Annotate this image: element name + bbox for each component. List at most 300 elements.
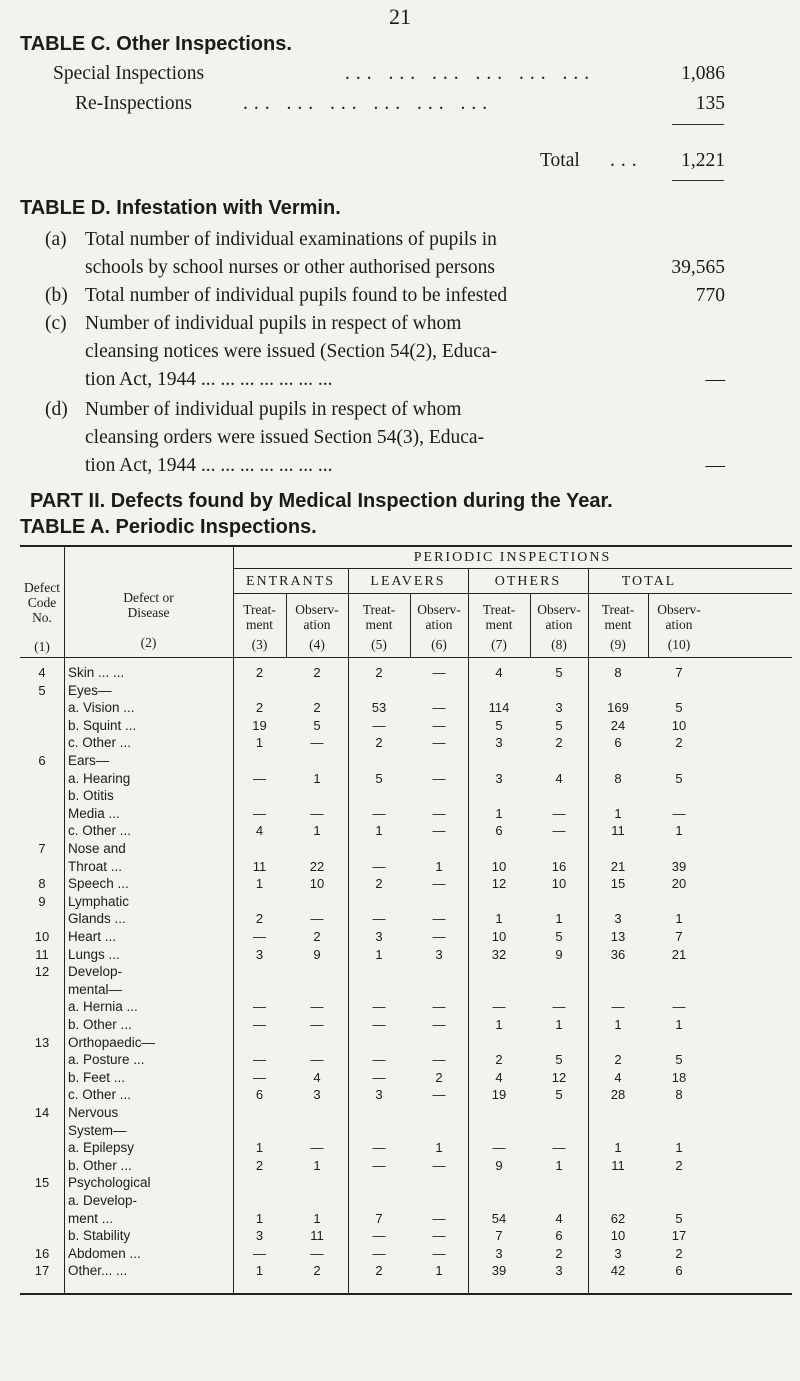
defect-label: Glands ... xyxy=(68,911,126,927)
data-cell: 2 xyxy=(495,1052,503,1068)
data-cell: — xyxy=(432,1210,446,1226)
group-header: ENTRANTS xyxy=(245,574,336,589)
defect-code: 7 xyxy=(38,841,46,856)
data-cell: — xyxy=(310,1017,324,1032)
defect-code: 9 xyxy=(38,893,46,909)
item-text-line: schools by school nurses or other authorised persons xyxy=(85,257,495,278)
table-c-total-label: Total xyxy=(540,150,580,171)
defect-label: b. Feet ... xyxy=(68,1069,126,1085)
data-cell: 1 xyxy=(313,1157,321,1173)
leader-dots: ... ... ... ... ... ... xyxy=(243,93,494,114)
data-cell: — xyxy=(372,911,386,927)
data-cell: 4 xyxy=(555,770,563,786)
data-cell: 12 xyxy=(491,876,507,892)
table-top-rule xyxy=(20,545,792,547)
data-cell: 7 xyxy=(495,1228,503,1244)
data-cell: 13 xyxy=(610,929,626,944)
data-cell: 10 xyxy=(610,1228,626,1244)
data-cell: 4 xyxy=(495,665,503,680)
defect-label: b. Squint ... xyxy=(68,717,137,733)
data-cell: 5 xyxy=(495,717,503,733)
item-text-line: tion Act, 1944 ... ... ... ... ... ... ... xyxy=(85,369,333,390)
data-cell: — xyxy=(310,1140,324,1156)
data-cell: — xyxy=(310,1245,324,1261)
item-text-line: Total number of individual pupils found to be infested xyxy=(85,285,508,306)
defect-code: 6 xyxy=(38,753,46,768)
defect-label: a. Vision ... xyxy=(68,700,135,716)
table-c-special-value: 1,086 xyxy=(681,63,725,84)
data-cell: 3 xyxy=(614,1245,622,1261)
sub-header: ation xyxy=(665,617,693,632)
col2-header: Defect or xyxy=(123,590,174,605)
data-cell: 2 xyxy=(313,665,321,680)
data-cell: 8 xyxy=(675,1087,683,1103)
data-cell: — xyxy=(372,1140,386,1156)
defect-label: b. Other ... xyxy=(68,1017,132,1032)
defect-label: Throat ... xyxy=(68,858,123,874)
data-cell: 2 xyxy=(675,1157,683,1173)
defect-label: c. Other ... xyxy=(68,735,132,751)
data-cell: 17 xyxy=(671,1228,687,1244)
item-mark: (c) xyxy=(45,313,67,334)
data-cell: 5 xyxy=(675,700,683,716)
data-cell: 42 xyxy=(610,1263,626,1279)
data-cell: — xyxy=(432,1157,446,1173)
defect-label: a. Epilepsy xyxy=(68,1140,135,1156)
data-cell: 12 xyxy=(551,1069,567,1085)
data-cell: — xyxy=(432,805,446,821)
col2-header: Disease xyxy=(127,605,170,620)
data-cell: 4 xyxy=(555,1210,563,1226)
sub-header: Observ- xyxy=(417,602,461,617)
leader-dots: ... ... ... ... ... ... xyxy=(345,63,596,84)
data-cell: 2 xyxy=(255,1157,264,1173)
data-cell: 3 xyxy=(555,1263,563,1279)
data-cell: 3 xyxy=(255,946,264,962)
data-cell: 1 xyxy=(495,1017,503,1032)
data-cell: — xyxy=(432,665,446,680)
data-cell: 2 xyxy=(614,1052,622,1068)
data-cell: 5 xyxy=(555,1052,563,1068)
data-cell: 2 xyxy=(435,1069,443,1085)
defect-label: a. Posture ... xyxy=(68,1052,145,1068)
data-cell: 2 xyxy=(555,735,563,751)
sub-header: Observ- xyxy=(295,602,339,617)
data-cell: 5 xyxy=(313,717,321,733)
sub-header: (9) xyxy=(610,637,626,652)
item-text-line: Number of individual pupils in respect of whom xyxy=(85,399,462,420)
data-cell: — xyxy=(432,1017,446,1032)
data-cell: 10 xyxy=(309,876,325,892)
data-cell: 5 xyxy=(375,770,383,786)
data-cell: 15 xyxy=(610,876,626,892)
data-cell: 32 xyxy=(491,946,507,962)
page-number: 21 xyxy=(389,4,411,29)
data-cell: — xyxy=(432,735,446,751)
table-c-reinspections-value: 135 xyxy=(695,93,725,114)
data-cell: 28 xyxy=(610,1087,626,1103)
data-cell: 1 xyxy=(614,1017,622,1032)
data-cell: 62 xyxy=(610,1210,626,1226)
defect-code: 16 xyxy=(34,1245,50,1261)
data-cell: 1 xyxy=(675,1140,683,1156)
data-cell: — xyxy=(310,911,324,927)
defect-code: 12 xyxy=(34,964,50,980)
defect-code: 15 xyxy=(34,1175,50,1191)
column-rule xyxy=(64,545,65,1295)
data-cell: — xyxy=(432,999,446,1015)
data-cell: — xyxy=(372,1052,386,1068)
data-cell: — xyxy=(253,770,266,786)
data-cell: 5 xyxy=(555,717,563,733)
data-cell: 4 xyxy=(495,1069,503,1085)
data-cell: 5 xyxy=(555,1087,563,1103)
data-cell: 2 xyxy=(555,1245,563,1261)
defect-label: Media ... xyxy=(68,805,120,821)
table-d-title: TABLE D. Infestation with Vermin. xyxy=(20,197,341,219)
defect-label: ment ... xyxy=(68,1210,114,1226)
data-cell: — xyxy=(253,1052,266,1068)
defect-label: Eyes— xyxy=(68,682,112,698)
data-cell: 10 xyxy=(551,876,567,892)
data-cell: 4 xyxy=(255,823,264,839)
data-cell: — xyxy=(253,805,266,821)
defect-code: 11 xyxy=(35,946,49,962)
defect-label: Nervous xyxy=(68,1105,119,1120)
group-header-rule xyxy=(233,593,792,594)
data-cell: — xyxy=(432,876,446,892)
data-cell: 2 xyxy=(375,876,383,892)
defect-label: Other... ... xyxy=(68,1263,128,1279)
item-text-line: cleansing notices were issued (Section 54(2), Educa- xyxy=(85,341,498,362)
sub-header: Treat- xyxy=(482,602,516,617)
data-cell: — xyxy=(432,1052,446,1068)
data-cell: 7 xyxy=(375,1210,383,1226)
data-cell: 2 xyxy=(313,929,321,944)
item-text-line: Number of individual pupils in respect of whom xyxy=(85,313,462,334)
data-cell: 16 xyxy=(551,858,567,874)
col1-header: Defect xyxy=(24,580,60,595)
data-cell: 1 xyxy=(495,911,503,927)
data-cell: 2 xyxy=(255,700,264,716)
data-cell: 1 xyxy=(255,735,264,751)
group-header: LEAVERS xyxy=(370,574,446,589)
data-cell: 9 xyxy=(495,1157,503,1173)
data-cell: — xyxy=(253,1245,266,1261)
item-mark: (d) xyxy=(45,399,68,420)
defect-code: 8 xyxy=(38,876,46,892)
defect-label: Lymphatic xyxy=(68,893,130,909)
data-cell: 6 xyxy=(614,735,622,751)
defect-label: b. Stability xyxy=(68,1228,131,1244)
data-cell: — xyxy=(310,805,324,821)
data-cell: 21 xyxy=(671,946,687,962)
data-cell: 54 xyxy=(491,1210,507,1226)
data-cell: 3 xyxy=(435,946,443,962)
data-cell: — xyxy=(432,823,446,839)
data-cell: — xyxy=(432,1245,446,1261)
data-cell: — xyxy=(552,823,566,839)
data-cell: — xyxy=(552,1140,566,1156)
data-cell: — xyxy=(552,805,566,821)
data-cell: 5 xyxy=(675,1052,683,1068)
table-c-row-special xyxy=(53,63,204,85)
data-cell: 19 xyxy=(491,1087,507,1103)
data-cell: 1 xyxy=(555,1017,563,1032)
data-cell: — xyxy=(372,717,386,733)
periodic-inspections-table xyxy=(20,545,792,1295)
group-header: OTHERS xyxy=(494,574,562,589)
table-d-c-value: — xyxy=(705,369,725,390)
data-cell: — xyxy=(492,1140,506,1156)
sub-header: ation xyxy=(303,617,331,632)
group-header: TOTAL xyxy=(621,574,677,589)
row-label: Special Inspections xyxy=(53,63,205,84)
data-cell: — xyxy=(372,805,386,821)
data-cell: 24 xyxy=(610,717,626,733)
defect-label: Heart ... xyxy=(68,929,117,944)
sub-header: (10) xyxy=(667,637,691,652)
defect-label: Speech ... xyxy=(68,876,129,892)
data-cell: — xyxy=(253,999,266,1015)
data-cell: — xyxy=(372,858,386,874)
data-cell: — xyxy=(372,999,386,1015)
data-cell: 1 xyxy=(255,1210,264,1226)
defect-code: 5 xyxy=(38,682,46,698)
data-cell: — xyxy=(372,1017,386,1032)
data-cell: 9 xyxy=(555,946,563,962)
defect-label: mental— xyxy=(68,981,123,997)
data-cell: 1 xyxy=(435,1263,443,1279)
table-d-d-value: — xyxy=(705,455,725,476)
data-cell: — xyxy=(672,805,686,821)
data-cell: 2 xyxy=(675,735,683,751)
data-cell: 36 xyxy=(610,946,626,962)
data-cell: 2 xyxy=(313,700,321,716)
data-cell: — xyxy=(372,1069,386,1085)
data-cell: 1 xyxy=(313,770,321,786)
defect-label: Abdomen ... xyxy=(68,1245,141,1261)
data-cell: 6 xyxy=(555,1228,563,1244)
data-cell: — xyxy=(492,999,506,1015)
sub-header: (3) xyxy=(251,637,268,652)
data-cell: 2 xyxy=(375,1263,383,1279)
data-cell: 2 xyxy=(255,911,264,927)
col2-header: (2) xyxy=(140,635,157,650)
col1-header: Code xyxy=(27,595,57,610)
data-cell: — xyxy=(552,999,566,1015)
data-cell: 39 xyxy=(491,1263,507,1279)
data-cell: 2 xyxy=(675,1245,683,1261)
table-bottom-rule xyxy=(20,1293,792,1295)
sub-header: (6) xyxy=(431,637,447,652)
data-cell: 18 xyxy=(671,1069,687,1085)
data-cell: 1 xyxy=(675,911,683,927)
defect-code: 17 xyxy=(34,1263,50,1279)
data-cell: 2 xyxy=(255,665,264,680)
table-a-title: TABLE A. Periodic Inspections. xyxy=(20,516,317,538)
data-cell: 22 xyxy=(309,858,325,874)
data-cell: 53 xyxy=(371,700,387,716)
data-cell: — xyxy=(432,1228,446,1244)
defect-label: System— xyxy=(68,1122,127,1138)
data-cell: — xyxy=(372,1157,386,1173)
sub-header: ment xyxy=(365,617,393,632)
defect-label: b. Other ... xyxy=(68,1157,132,1173)
sub-header: (8) xyxy=(551,637,567,652)
defect-label: b. Otitis xyxy=(68,788,114,804)
data-cell: 3 xyxy=(614,911,622,927)
data-cell: — xyxy=(372,1245,386,1261)
leader-dots: ... xyxy=(610,150,643,171)
sub-header: Treat- xyxy=(601,602,635,617)
data-cell: — xyxy=(310,1052,324,1068)
defect-code: 4 xyxy=(38,665,46,680)
data-cell: 11 xyxy=(611,1157,625,1173)
data-cell: 1 xyxy=(675,1017,683,1032)
defect-label: a. Develop- xyxy=(68,1193,138,1208)
sub-header: ment xyxy=(485,617,513,632)
data-cell: 11 xyxy=(611,823,625,839)
super-header-rule xyxy=(233,568,792,569)
data-cell: 3 xyxy=(375,929,383,944)
defect-label: Skin ... ... xyxy=(68,665,125,680)
defect-label: Develop- xyxy=(68,964,123,980)
data-cell: 39 xyxy=(671,858,687,874)
item-text-line: cleansing orders were issued Section 54(3), Educa- xyxy=(85,427,485,448)
item-text-line: tion Act, 1944 ... ... ... ... ... ... ... xyxy=(85,455,333,476)
data-cell: 1 xyxy=(435,858,443,874)
sub-header: (5) xyxy=(371,637,387,652)
table-c-row-reinspections xyxy=(75,93,192,115)
defect-code: 10 xyxy=(34,929,50,944)
data-cell: 114 xyxy=(488,700,510,716)
table-c-total-value: 1,221 xyxy=(681,150,725,171)
item-mark: (b) xyxy=(45,285,68,306)
defect-label: a. Hearing xyxy=(68,770,131,786)
data-cell: 1 xyxy=(375,946,383,962)
sub-header: (4) xyxy=(309,637,325,652)
data-cell: 1 xyxy=(675,823,683,839)
data-cell: 6 xyxy=(675,1263,683,1279)
data-cell: 11 xyxy=(310,1228,324,1244)
defect-label: Lungs ... xyxy=(68,946,120,962)
data-cell: 20 xyxy=(671,876,687,892)
data-cell: 19 xyxy=(252,717,267,733)
data-cell: 1 xyxy=(614,1140,622,1156)
data-cell: 3 xyxy=(495,1245,503,1261)
data-cell: 3 xyxy=(555,700,563,716)
defect-label: Orthopaedic— xyxy=(68,1034,156,1050)
data-cell: 6 xyxy=(495,823,503,839)
sub-header: ment xyxy=(246,617,273,632)
data-cell: 5 xyxy=(675,770,683,786)
defect-code: 14 xyxy=(34,1105,50,1120)
table-d-b-value: 770 xyxy=(695,285,725,306)
part2-title: PART II. Defects found by Medical Inspection during the Year. xyxy=(30,490,613,512)
defect-label: c. Other ... xyxy=(68,823,132,839)
data-cell: 5 xyxy=(555,929,563,944)
data-cell: 5 xyxy=(555,665,563,680)
data-cell: 3 xyxy=(495,770,503,786)
defect-label: Psychological xyxy=(68,1175,151,1191)
row-label: Re-Inspections xyxy=(75,93,192,114)
defect-label: c. Other ... xyxy=(68,1087,132,1103)
data-cell: 1 xyxy=(313,823,321,839)
data-cell: — xyxy=(432,1087,446,1103)
col1-header: No. xyxy=(32,610,52,625)
data-cell: 3 xyxy=(313,1087,321,1103)
data-cell: — xyxy=(432,770,446,786)
data-cell: 7 xyxy=(675,665,683,680)
sub-header: Treat- xyxy=(362,602,396,617)
sub-header: ation xyxy=(425,617,453,632)
data-cell: 11 xyxy=(252,858,267,874)
data-cell: — xyxy=(432,700,446,716)
data-cell: 5 xyxy=(675,1210,683,1226)
defect-label: Ears— xyxy=(68,753,110,768)
data-cell: — xyxy=(253,929,266,944)
data-cell: 2 xyxy=(375,735,383,751)
data-cell: — xyxy=(372,1228,386,1244)
sub-header: Observ- xyxy=(657,602,701,617)
data-cell: — xyxy=(253,1017,266,1032)
data-cell: 10 xyxy=(671,717,687,733)
data-cell: 3 xyxy=(495,735,503,751)
data-cell: 2 xyxy=(313,1263,321,1279)
data-cell: 1 xyxy=(375,823,383,839)
data-cell: 1 xyxy=(495,805,503,821)
data-cell: 10 xyxy=(491,858,507,874)
data-cell: — xyxy=(672,999,686,1015)
data-cell: 6 xyxy=(255,1087,264,1103)
table-d-a-value: 39,565 xyxy=(671,257,725,278)
col1-header: (1) xyxy=(34,639,50,654)
table-c-title: TABLE C. Other Inspections. xyxy=(20,33,292,55)
sub-header: ation xyxy=(545,617,573,632)
data-cell: 169 xyxy=(607,700,629,716)
data-cell: 1 xyxy=(555,1157,563,1173)
defect-label: a. Hernia ... xyxy=(68,999,138,1015)
data-cell: 3 xyxy=(375,1087,383,1103)
data-cell: — xyxy=(310,735,324,751)
item-mark: (a) xyxy=(45,229,67,250)
data-cell: 1 xyxy=(255,876,264,892)
data-cell: 2 xyxy=(375,665,383,680)
data-cell: 21 xyxy=(610,858,626,874)
data-cell: 1 xyxy=(435,1140,443,1156)
data-cell: 7 xyxy=(675,929,683,944)
super-header: PERIODIC INSPECTIONS xyxy=(413,550,612,565)
data-cell: 1 xyxy=(555,911,563,927)
item-text-line: Total number of individual examinations of pupils in xyxy=(85,229,497,250)
sum-rule xyxy=(672,124,724,125)
data-cell: 10 xyxy=(491,929,507,944)
defect-label: Nose and xyxy=(68,841,126,856)
data-cell: — xyxy=(432,911,446,927)
data-cell: 9 xyxy=(313,946,321,962)
defect-code: 13 xyxy=(34,1034,50,1050)
data-cell: 3 xyxy=(255,1228,264,1244)
data-cell: 4 xyxy=(614,1069,622,1085)
data-cell: 4 xyxy=(313,1069,321,1085)
data-cell: — xyxy=(432,717,446,733)
data-cell: — xyxy=(611,999,625,1015)
data-cell: 8 xyxy=(614,665,622,680)
sum-rule xyxy=(672,180,724,181)
data-cell: 1 xyxy=(255,1140,264,1156)
data-cell: 1 xyxy=(614,805,622,821)
